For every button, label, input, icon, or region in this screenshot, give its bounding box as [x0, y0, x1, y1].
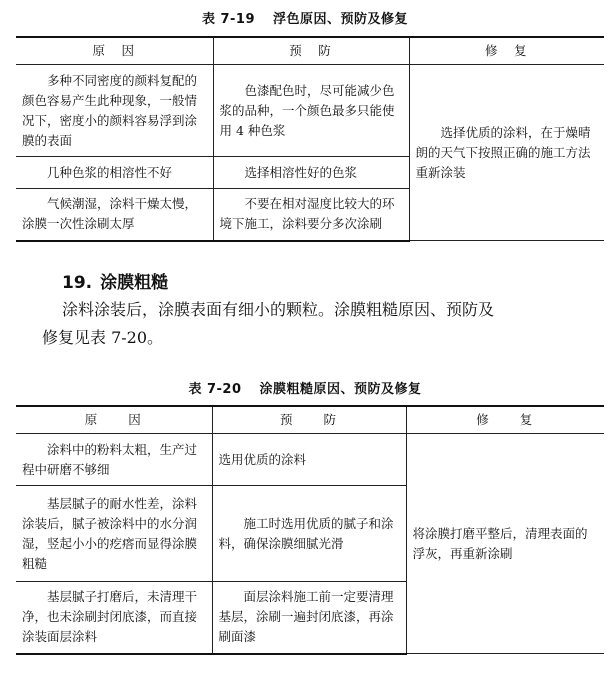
section-number: 19. — [62, 273, 93, 293]
paragraph-line: 涂料涂装后，涂膜表面有细小的颗粒。涂膜粗糙原因、预防及 — [62, 300, 495, 319]
table-7-20-caption — [0, 378, 610, 397]
cause-cell: 几种色浆的相溶性不好 — [16, 157, 213, 189]
prevention-cell: 色漆配色时，尽可能减少色浆的品种，一个颜色最多只能使用 4 种色浆 — [213, 65, 409, 157]
prevention-cell: 选择相溶性好的色浆 — [213, 157, 409, 189]
prevention-cell: 选用优质的涂料 — [212, 434, 406, 486]
cause-cell: 多种不同密度的颜料复配的颜色容易产生此种现象，一般情况下，密度小的颜料容易浮到涂膜的表面 — [16, 65, 213, 157]
header-cause: 原 因 — [16, 406, 212, 434]
section-heading — [62, 268, 168, 293]
paragraph-line: 修复见表 7-20。 — [42, 328, 164, 347]
table-7-19-caption — [0, 8, 610, 27]
table-number: 表 7-20 — [188, 382, 242, 397]
table-title: 浮色原因、预防及修复 — [273, 12, 409, 27]
header-prevention: 预 防 — [213, 37, 409, 65]
table-row — [16, 65, 604, 157]
cause-cell: 涂料中的粉料太粗，生产过程中研磨不够细 — [16, 434, 212, 486]
table-7-19 — [16, 36, 604, 242]
cause-cell: 基层腻子打磨后，未清理干净，也未涂刷封闭底漆，而直接涂装面层涂料 — [16, 582, 212, 654]
header-repair: 修 复 — [409, 37, 604, 65]
table-row — [16, 434, 604, 486]
table-number: 表 7-19 — [201, 12, 256, 27]
body-paragraph — [42, 296, 592, 352]
cause-cell: 基层腻子的耐水性差，涂料涂装后，腻子被涂料中的水分润湿，竖起小小的疙瘩而显得涂膜粗糙 — [16, 486, 212, 582]
header-cause: 原 因 — [16, 37, 213, 65]
table-7-20 — [16, 405, 604, 655]
cause-cell: 气候潮湿，涂料干燥太慢，涂膜一次性涂刷太厚 — [16, 189, 213, 241]
header-prevention: 预 防 — [212, 406, 406, 434]
repair-cell: 选择优质的涂料，在于燥晴朗的天气下按照正确的施工方法重新涂装 — [409, 65, 604, 241]
section-title: 涂膜粗糙 — [100, 273, 169, 293]
repair-cell: 将涂膜打磨平整后，清理表面的浮灰，再重新涂刷 — [406, 434, 604, 654]
prevention-cell: 施工时选用优质的腻子和涂料，确保涂膜细腻光滑 — [212, 486, 406, 582]
table-title: 涂膜粗糙原因、预防及修复 — [259, 382, 422, 397]
prevention-cell: 面层涂料施工前一定要清理基层，涂刷一遍封闭底漆，再涂刷面漆 — [212, 582, 406, 654]
header-repair: 修 复 — [406, 406, 604, 434]
prevention-cell: 不要在相对湿度比较大的环境下施工，涂料要分多次涂刷 — [213, 189, 409, 241]
